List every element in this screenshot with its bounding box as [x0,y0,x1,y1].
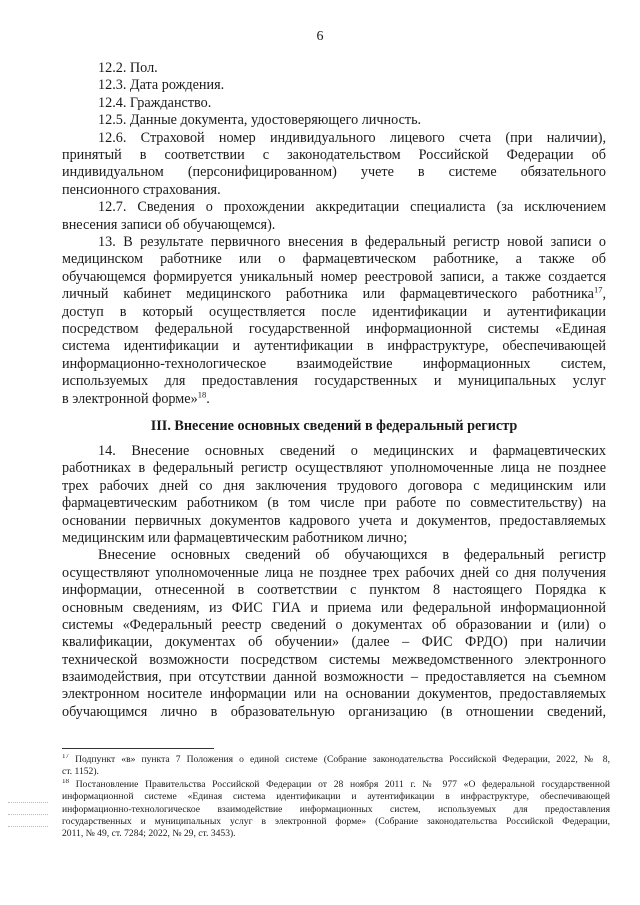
section-line: взаимодействия, при отсутствии данной возможности – предоставляется на съемном [62,669,606,686]
section-text [62,443,606,721]
body-text [62,60,606,408]
footnote-line: ст. 1152). [62,766,99,778]
body-line: 12.7. Сведения о прохождении аккредитации специалиста (за исключением [98,199,606,216]
section-line: информации, отнесенной в соответствии с пунктом 8 настоящего Порядка к [62,582,606,599]
section-line: основании первичных документов кадрового учета и документов, предоставляемых [62,512,606,529]
body-line: 12.3. Дата рождения. [98,77,225,94]
body-line: используемых для предоставления государственных и муниципальных услуг [62,373,606,390]
scan-margin-marks [8,802,48,838]
footnote-line: 2011, № 49, ст. 7284; 2022, № 29, ст. 3453). [62,828,236,840]
section-heading: III. Внесение основных сведений в федеральный регистр [150,418,518,434]
body-line: принятый в соответствии с законодательством Российской Федерации об [62,147,606,164]
body-line: в электронной форме»$^{18}$. [62,388,210,407]
section-line: трех рабочих дней со дня заключения трудового договора с медицинским или [62,477,606,494]
footnotes [62,754,610,841]
body-line: 12.2. Пол. [98,60,158,76]
body-line: информационно-технологическое взаимодействие информационных систем, [62,355,606,372]
section-line: осуществляют уполномоченные лица не позднее трех рабочих дней со дня получения [62,564,606,581]
section-line: работниках в федеральный регистр осуществляют уполномоченные лица не позднее [62,460,606,477]
footnote-line: $^{18}$ Постановление Правительства Российской Федерации от 28 ноября 2011 г. № 977 «О федеральной государственной [62,778,610,790]
body-line: 12.6. Страховой номер индивидуального лицевого счета (при наличии), [98,129,606,146]
section-line: основным сведениям, из ФИС ГИА и приема или федеральной информационной [62,599,606,616]
body-line: обучающемся формируется уникальный номер реестровой записи, а также создается [62,268,606,285]
section-line: системы «Федеральный реестр сведений о документах об образовании и (или) о [62,616,606,633]
body-line: система идентификации и аутентификации в инфраструктуре, обеспечивающей [62,338,606,355]
section-line: фармацевтическим работником (в том числе при работе по совместительству) на [62,495,606,512]
section-line: квалификации, документах об обучении» (далее – ФИС ФРДО) при наличии [62,634,606,651]
footnote-line: $^{17}$ Подпункт «в» пункта 7 Положения о единой системе (Собрание законодательства Российской Федерации, 2022, № 8, [62,754,610,765]
body-line: 13. В результате первичного внесения в федеральный регистр новой записи о [98,234,606,250]
body-line: 12.5. Данные документа, удостоверяющего личность. [98,112,422,129]
body-line: 12.4. Гражданство. [98,94,212,111]
section-line: электронном носителе информации или на основании документов, предоставляемых [62,686,606,703]
section-line: медицинским или фармацевтическим работником лично; [62,529,408,546]
section-line: обучающимся лично в образовательную организацию (в отношении сведений, [62,703,606,720]
footnote-reference: 18 [197,388,207,399]
body-line: личный кабинет медицинского работника или фармацевтического работника$^{17}$, [62,286,606,303]
section-line: 14. Внесение основных сведений о медицинских и фармацевтических [98,443,606,459]
page-number: 6 [316,29,324,44]
body-line: медицинском работнике или о фармацевтическом работнике, а также об [62,251,606,268]
body-line: индивидуальном (персонифицированном) учете в системе обязательного [62,164,606,181]
footnote-separator [62,748,214,749]
section-line: технической возможности посредством системы межведомственного электронного [62,651,606,668]
footnote-line: информационной системе «Единая система идентификации и аутентификации в инфраструктуре, обеспечивающей [62,791,610,803]
footnote-reference: 17 [593,286,603,295]
footnote-line: информационно-технологическое взаимодействие информационных систем, используемых для предоставления [62,803,610,815]
footnote-line: государственных и муниципальных услуг в электронной форме» (Собрание законодательства Российской Федерации, [62,815,610,827]
body-line: доступ в который осуществляется после идентификации и аутентификации [62,303,606,320]
body-line: посредством федеральной государственной информационной системы «Единая [62,320,606,337]
section-line: Внесение основных сведений об обучающихся в федеральный регистр [98,547,606,564]
body-line: пенсионного страхования. [62,181,221,198]
body-line: внесения записи об обучающемся). [62,216,276,233]
